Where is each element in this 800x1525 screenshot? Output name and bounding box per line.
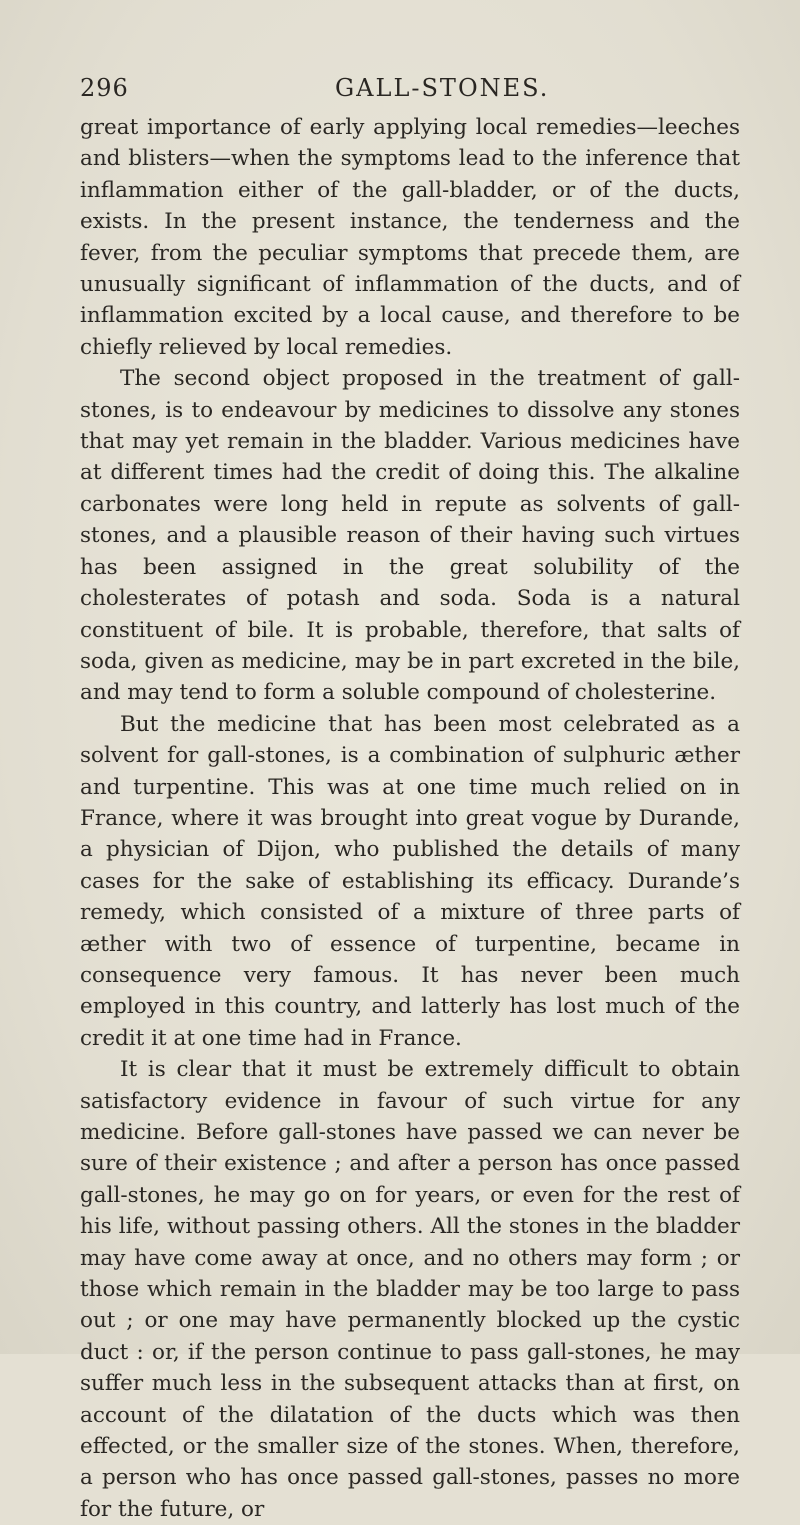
paragraph-solvent-medicines: The second object proposed in the treatment of gall-stones, is to endeavour by medicines to dissolve any stones that may yet remain in the bladder. Various medicines have at different times had the credit of doing this. The alkaline carbonates were long held in repute as solvents of gall-stones, and a plausible reason of their having such virtues has been assigned in the great solubility of the cholesterates of potash and soda. Soda is a natural constituent of bile. It is probable, therefore, that salts of soda, given as medicine, may be in part excreted in the bile, and may tend to form a soluble compound of cholesterine. (80, 366, 740, 706)
paragraph-evidence: It is clear that it must be extremely difficult to obtain satisfactory evidence in favour of such virtue for any medicine. Before gall-stones have passed we can never be sure of their existence ; and after a person has once passed gall-stones, he may go on for years, or even for the rest of his life, without passing others. All the stones in the bladder may have come away at once, and no others may form ; or those which remain in the bladder may be too large to pass out ; or one may have permanently blocked up the cystic duct : or, if the person continue to pass gall-stones, he may suffer much less in the subsequent attacks than at first, on account of the dilatation of the ducts which was then effected, or the smaller size of the stones. When, therefore, a person who has once passed gall-stones, passes no more for the future, or (80, 1057, 740, 1522)
paragraph-continuation: great importance of early applying local remedies—leeches and blisters—when the symptoms lead to the inference that inflammation either of the gall-bladder, or of the ducts, exists. In the present instance, the tenderness and the fever, from the peculiar symptoms that precede them, are unusually significant of inflammation of the ducts, and of inflammation excited by a local cause, and therefore to be chiefly relieved by local remedies. (80, 115, 740, 360)
page-number: 296 (80, 74, 129, 102)
running-title: GALL-STONES. (335, 74, 550, 102)
paragraph-durande-remedy: But the medicine that has been most celebrated as a solvent for gall-stones, is a combination of sulphuric æther and turpentine. This was at one time much relied on in France, where it was brought into great vogue by Durande, a physician of Dijon, who published the details of many cases for the sake of establishing its efficacy. Durande’s remedy, which consisted of a mixture of three parts of æther with two of essence of turpentine, became in consequence very famous. It has never been much employed in this country, and latterly has lost much of the credit it at one time had in France. (80, 711, 740, 1051)
running-head (80, 74, 740, 108)
body-text (80, 112, 740, 1525)
